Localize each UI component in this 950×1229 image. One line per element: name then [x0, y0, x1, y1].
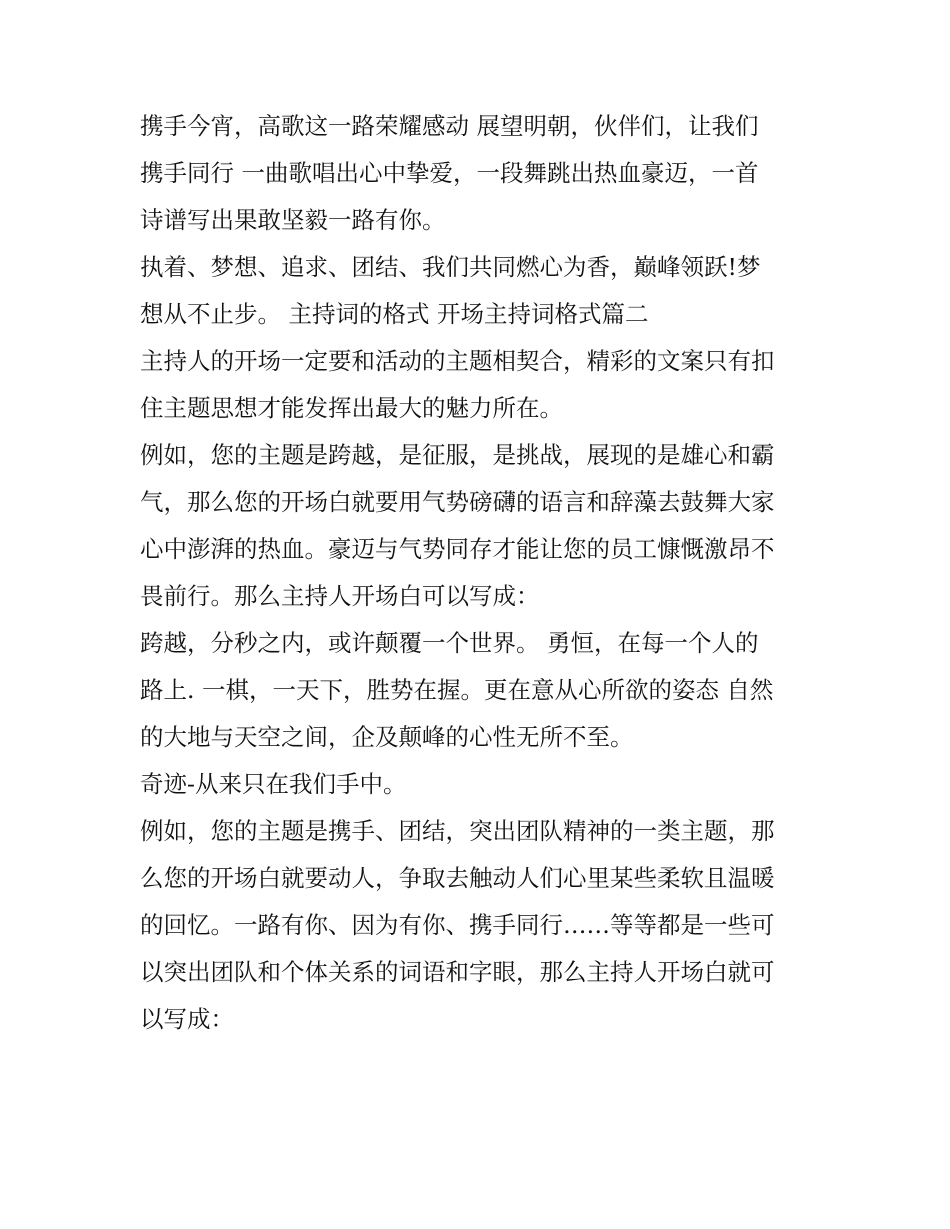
- text-line: 执着、梦想、追求、团结、我们共同燃心为香，巅峰领跃!梦: [140, 253, 761, 281]
- text-line: 奇迹-从来只在我们手中。: [140, 770, 407, 798]
- text-line: 诗谱写出果敢坚毅一路有你。: [140, 206, 446, 234]
- paragraph: [140, 761, 816, 808]
- text-line: 跨越，分秒之内，或许颠覆一个世界。 勇恒，在每一个人的: [140, 629, 759, 657]
- paragraph: [140, 338, 816, 432]
- text-line: 路上. 一棋，一天下，胜势在握。更在意从心所欲的姿态 自然: [140, 676, 774, 704]
- paragraph: [140, 432, 816, 620]
- paragraph: [140, 103, 816, 244]
- text-line: 例如，您的主题是跨越，是征服，是挑战，展现的是雄心和霸: [140, 441, 775, 469]
- text-line: 携手今宵，高歌这一路荣耀感动 展望明朝，伙伴们，让我们: [140, 112, 759, 140]
- text-line: 气，那么您的开场白就要用气势磅礴的语言和辞藻去鼓舞大家: [140, 488, 775, 516]
- paragraph: [140, 620, 816, 761]
- text-line: 畏前行。那么主持人开场白可以写成：: [140, 582, 540, 610]
- paragraph: [140, 808, 816, 1043]
- document-body: [140, 103, 816, 1043]
- text-line: 主持人的开场一定要和活动的主题相契合，精彩的文案只有扣: [140, 347, 775, 375]
- text-line: 想从不止步。 主持词的格式 开场主持词格式篇二: [140, 300, 649, 328]
- text-line: 的大地与天空之间，企及颠峰的心性无所不至。: [140, 723, 634, 751]
- text-line: 的回忆。一路有你、因为有你、携手同行……等等都是一些可: [140, 911, 775, 939]
- text-line: 心中澎湃的热血。豪迈与气势同存才能让您的员工慷慨激昂不: [140, 535, 775, 563]
- text-line: 以突出团队和个体关系的词语和字眼，那么主持人开场白就可: [140, 958, 775, 986]
- text-line: 以写成：: [140, 1005, 234, 1033]
- text-line: 携手同行 一曲歌唱出心中挚爱，一段舞跳出热血豪迈，一首: [140, 159, 759, 187]
- paragraph: [140, 244, 816, 338]
- text-line: 住主题思想才能发挥出最大的魅力所在。: [140, 394, 563, 422]
- text-line: 么您的开场白就要动人，争取去触动人们心里某些柔软且温暖: [140, 864, 775, 892]
- text-line: 例如，您的主题是携手、团结，突出团队精神的一类主题，那: [140, 817, 775, 845]
